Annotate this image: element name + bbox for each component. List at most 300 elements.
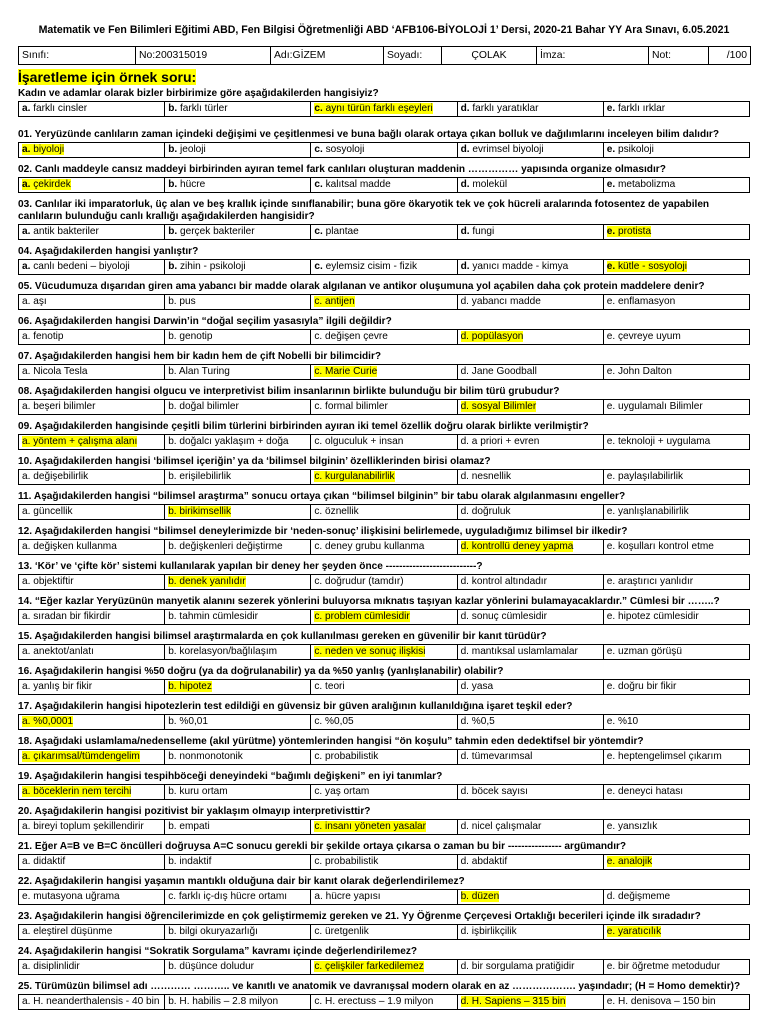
answer-option-label: c. öznellik bbox=[314, 506, 359, 517]
answer-option[interactable] bbox=[311, 855, 457, 870]
answer-option[interactable] bbox=[19, 225, 165, 240]
answer-option-label: a. anektot/anlatı bbox=[22, 646, 94, 657]
answer-option-label: e. yaratıcılık bbox=[606, 926, 662, 937]
answer-option-label: a. biyoloji bbox=[22, 144, 65, 155]
answer-options-row bbox=[18, 679, 750, 695]
question-text: 07. Aşağıdakilerden hangisi hem bir kadın hem de çift Nobelli bir bilimcidir? bbox=[18, 351, 382, 362]
answer-option[interactable] bbox=[603, 680, 749, 695]
answer-option[interactable] bbox=[457, 102, 603, 117]
answer-option[interactable] bbox=[457, 960, 603, 975]
answer-option-label: e. John Dalton bbox=[606, 366, 672, 377]
answer-option[interactable] bbox=[457, 435, 603, 450]
answer-option-label: b. korelasyon/bağlılaşım bbox=[168, 646, 278, 657]
exam-page bbox=[18, 0, 750, 1010]
answer-option[interactable] bbox=[603, 995, 749, 1010]
answer-option[interactable] bbox=[603, 295, 749, 310]
answer-option-label: c. probabilistik bbox=[314, 751, 379, 762]
answer-option-label: d. değişmeme bbox=[606, 891, 671, 902]
answer-option-label: a. hücre yapısı bbox=[314, 891, 381, 902]
answer-option[interactable] bbox=[457, 610, 603, 625]
answer-option[interactable] bbox=[19, 610, 165, 625]
answer-option[interactable] bbox=[165, 960, 311, 975]
answer-option[interactable] bbox=[603, 645, 749, 660]
answer-option-label: e. doğru bir fikir bbox=[606, 681, 677, 692]
answer-option[interactable] bbox=[165, 820, 311, 835]
answer-option-label: a. canlı bedeni – biyoloji bbox=[22, 261, 130, 272]
answer-option-label: a. objektiftir bbox=[22, 576, 74, 587]
answer-option-label: d. molekül bbox=[460, 179, 508, 190]
answer-option-label: b. indaktif bbox=[168, 856, 212, 867]
answer-option[interactable] bbox=[311, 365, 457, 380]
answer-option[interactable] bbox=[19, 102, 165, 117]
answer-option-label: b. farklı türler bbox=[168, 103, 228, 114]
answer-option[interactable] bbox=[603, 470, 749, 485]
answer-option-label: e. teknoloji + uygulama bbox=[606, 436, 711, 447]
answer-option[interactable] bbox=[165, 750, 311, 765]
question-text: 06. Aşağıdakilerden hangisi Darwin’in “doğal seçilim yasasıyla” ilgili değildir? bbox=[18, 316, 392, 327]
example-heading-text: İşaretleme için örnek soru: bbox=[18, 69, 197, 85]
answer-option[interactable] bbox=[457, 143, 603, 158]
answer-option[interactable] bbox=[19, 680, 165, 695]
answer-option[interactable] bbox=[457, 575, 603, 590]
answer-option[interactable] bbox=[19, 330, 165, 345]
answer-option-label: d. işbirlikçilik bbox=[460, 926, 517, 937]
answer-option[interactable] bbox=[603, 575, 749, 590]
answer-option-label: b. tahmin cümlesidir bbox=[168, 611, 258, 622]
answer-option[interactable] bbox=[311, 225, 457, 240]
answer-option[interactable] bbox=[311, 925, 457, 940]
answer-option-label: d. popülasyon bbox=[460, 331, 524, 342]
answer-option[interactable] bbox=[457, 890, 603, 905]
answer-option[interactable] bbox=[165, 178, 311, 193]
answer-option[interactable] bbox=[603, 365, 749, 380]
question-text: 20. Aşağıdakilerin hangisi pozitivist bir yaklaşım olmayıp interpretivisttir? bbox=[18, 806, 371, 817]
answer-option-label: a. fenotip bbox=[22, 331, 64, 342]
answer-option-label: c. H. erectuss – 1.9 milyon bbox=[314, 996, 434, 1007]
answer-options-row bbox=[18, 784, 750, 800]
answer-option[interactable] bbox=[165, 400, 311, 415]
answer-option-label: c. kurgulanabilirlik bbox=[314, 471, 395, 482]
answer-option[interactable] bbox=[311, 295, 457, 310]
answer-options-row bbox=[18, 504, 750, 520]
answer-options-row bbox=[18, 259, 750, 275]
answer-options-row bbox=[18, 101, 750, 117]
answer-option[interactable] bbox=[457, 470, 603, 485]
answer-option-label: b. değişkenleri değiştirme bbox=[168, 541, 283, 552]
class-field[interactable]: Sınıfı: bbox=[19, 47, 136, 65]
answer-option-label: d. abdaktif bbox=[460, 856, 508, 867]
answer-option-label: e. çevreye uyum bbox=[606, 331, 681, 342]
answer-option[interactable] bbox=[311, 470, 457, 485]
answer-option[interactable] bbox=[19, 785, 165, 800]
answer-options-row bbox=[18, 609, 750, 625]
answer-option[interactable] bbox=[603, 960, 749, 975]
answer-option-label: c. antijen bbox=[314, 296, 355, 307]
answer-option[interactable] bbox=[311, 540, 457, 555]
answer-option[interactable] bbox=[603, 540, 749, 555]
answer-option[interactable] bbox=[19, 645, 165, 660]
answer-option-label: a. Nicola Tesla bbox=[22, 366, 88, 377]
answer-option-label: b. nonmonotonik bbox=[168, 751, 243, 762]
answer-option-label: a. güncellik bbox=[22, 506, 73, 517]
answer-option-label: c. teori bbox=[314, 681, 345, 692]
surname-value: ÇOLAK bbox=[442, 47, 537, 65]
question-text: 08. Aşağıdakilerden hangisi olgucu ve interpretivist bilim insanlarının birlikte bulunduğu bir bilim türü grubudur? bbox=[18, 386, 560, 397]
answer-option[interactable] bbox=[19, 505, 165, 520]
answer-option-label: c. farklı iç-dış hücre ortamı bbox=[168, 891, 288, 902]
answer-option[interactable] bbox=[311, 960, 457, 975]
answer-option[interactable] bbox=[165, 715, 311, 730]
answer-option-label: a. yöntem + çalışma alanı bbox=[22, 436, 138, 447]
student-name: Adı:GİZEM bbox=[271, 47, 384, 65]
answer-option[interactable] bbox=[457, 365, 603, 380]
answer-option[interactable] bbox=[19, 365, 165, 380]
answer-option[interactable] bbox=[457, 820, 603, 835]
answer-option[interactable] bbox=[165, 225, 311, 240]
question-text: 15. Aşağıdakilerden hangisi bilimsel araştırmalarda en çok kullanılması gereken en güvenilir bir kanıt türüdür? bbox=[18, 631, 547, 642]
question-text: 22. Aşağıdakilerin hangisi yaşamın mantıklı olduğuna dair bir kanıt olarak değerlendirilemez? bbox=[18, 876, 465, 887]
answer-option-label: a. çıkarımsal/tümdengelim bbox=[22, 751, 140, 762]
answer-option-label: e. uzman görüşü bbox=[606, 646, 682, 657]
answer-option[interactable] bbox=[311, 143, 457, 158]
answer-option[interactable] bbox=[603, 925, 749, 940]
answer-option-label: d. nicel çalışmalar bbox=[460, 821, 542, 832]
answer-option-label: e. bir öğretme metodudur bbox=[606, 961, 721, 972]
answer-option[interactable] bbox=[19, 540, 165, 555]
answer-option-label: a. didaktif bbox=[22, 856, 66, 867]
answer-option-label: d. %0,5 bbox=[460, 716, 495, 727]
answer-option-label: b. genotip bbox=[168, 331, 213, 342]
answer-option[interactable] bbox=[165, 470, 311, 485]
answer-option[interactable] bbox=[311, 102, 457, 117]
answer-option-label: d. H. Sapiens – 315 bin bbox=[460, 996, 566, 1007]
answer-option-label: c. çelişkiler farkedilemez bbox=[314, 961, 424, 972]
question-text: 12. Aşağıdakilerden hangisi “bilimsel deneylerimizde bir ‘neden-sonuç’ ilişkisini belirlemede, uyguladığımız bilimsel bir ilkedir? bbox=[18, 526, 628, 537]
answer-option-label: e. heptengelimsel çıkarım bbox=[606, 751, 722, 762]
answer-option[interactable] bbox=[457, 855, 603, 870]
answer-option[interactable] bbox=[19, 400, 165, 415]
answer-option-label: c. insanı yöneten yasalar bbox=[314, 821, 427, 832]
answer-option[interactable] bbox=[603, 505, 749, 520]
answer-option[interactable] bbox=[457, 225, 603, 240]
answer-option-label: a. böceklerin nem tercihi bbox=[22, 786, 132, 797]
answer-option[interactable] bbox=[165, 143, 311, 158]
answer-option[interactable] bbox=[311, 400, 457, 415]
exam-title: Matematik ve Fen Bilimleri Eğitimi ABD, Fen Bilgisi Öğretmenliği ABD ‘AFB106-BİYOLOJİ 1’ Dersi, 2020-21 Bahar YY Ara Sınavı, 6.05.2021 bbox=[38, 24, 730, 36]
answer-option[interactable] bbox=[457, 715, 603, 730]
answer-option-label: c. formal bilimler bbox=[314, 401, 388, 412]
answer-option[interactable] bbox=[457, 178, 603, 193]
answer-option[interactable] bbox=[457, 645, 603, 660]
answer-option[interactable] bbox=[165, 785, 311, 800]
answer-option-label: d. yasa bbox=[460, 681, 494, 692]
answer-option[interactable] bbox=[311, 785, 457, 800]
answer-option[interactable] bbox=[165, 925, 311, 940]
question-text: 03. Canlılar iki imparatorluk, üç alan ve beş krallık içinde sınıflanabilir; buna göre ökaryotik tek ve çok hücreli aralarında fotosentez de yapabilen canlıların bulunduğu canlı krallığı aşağıdakilerden hangisidir? bbox=[18, 199, 710, 222]
answer-option[interactable] bbox=[457, 680, 603, 695]
answer-option[interactable] bbox=[311, 820, 457, 835]
question-text: 05. Vücudumuza dışarıdan giren ama yabancı bir madde olarak algılanan ve antikor oluşumuna yol açabilen daha çok protein maddelere denir? bbox=[18, 281, 705, 292]
signature-field[interactable]: İmza: bbox=[537, 47, 649, 65]
answer-option-label: e. analojik bbox=[606, 856, 653, 867]
answer-option-label: e. metabolizma bbox=[606, 179, 676, 190]
answer-option-label: c. problem cümlesidir bbox=[314, 611, 410, 622]
answer-option-label: e. H. denisova – 150 bin bbox=[606, 996, 716, 1007]
question-text: 09. Aşağıdakilerden hangisinde çeşitli bilim türlerini birbirinden ayıran iki temel özellik doğru olarak birlikte verilmiştir? bbox=[18, 421, 589, 432]
answer-option[interactable] bbox=[603, 102, 749, 117]
answer-option[interactable] bbox=[457, 925, 603, 940]
answer-option-label: a. yanlış bir fikir bbox=[22, 681, 93, 692]
answer-option[interactable] bbox=[165, 610, 311, 625]
answer-option[interactable] bbox=[19, 575, 165, 590]
answer-option-label: d. a priori + evren bbox=[460, 436, 540, 447]
answer-option[interactable] bbox=[603, 143, 749, 158]
answer-option-label: c. probabilistik bbox=[314, 856, 379, 867]
question-text: 02. Canlı maddeyle cansız maddeyi birbirinden ayıran temel fark canlıları oluşturan maddenin …………… yapısında organize olmasıdır? bbox=[18, 164, 666, 175]
answer-options-row bbox=[18, 994, 750, 1010]
answer-option-label: e. yanlışlanabilirlik bbox=[606, 506, 689, 517]
answer-option-label: b. H. habilis – 2.8 milyon bbox=[168, 996, 279, 1007]
surname-label: Soyadı: bbox=[384, 47, 442, 65]
answer-option[interactable] bbox=[311, 750, 457, 765]
answer-option-label: a. değişebilirlik bbox=[22, 471, 89, 482]
answer-option[interactable] bbox=[311, 715, 457, 730]
answer-options-row bbox=[18, 959, 750, 975]
answer-option[interactable] bbox=[457, 260, 603, 275]
answer-option[interactable] bbox=[457, 785, 603, 800]
answer-option-label: c. Marie Curie bbox=[314, 366, 378, 377]
answer-option[interactable] bbox=[457, 400, 603, 415]
answer-option-label: b. kuru ortam bbox=[168, 786, 228, 797]
answer-option[interactable] bbox=[19, 715, 165, 730]
answer-option-label: e. mutasyona uğrama bbox=[22, 891, 120, 902]
question-text: 18. Aşağıdaki uslamlama/nedenselleme (akıl yürütme) yöntemlerinden hangisi “ön koşulu” tahmin eden dedektifsel bir yöntemdir? bbox=[18, 736, 644, 747]
answer-option[interactable] bbox=[165, 260, 311, 275]
answer-option[interactable] bbox=[19, 925, 165, 940]
answer-option-label: a. aşı bbox=[22, 296, 47, 307]
answer-option-label: b. doğalcı yaklaşım + doğa bbox=[168, 436, 289, 447]
answer-option[interactable] bbox=[603, 820, 749, 835]
answer-option-label: d. böcek sayısı bbox=[460, 786, 528, 797]
answer-option[interactable] bbox=[603, 225, 749, 240]
question-text: 25. Türümüzün bilimsel adı ………… ……….. ve kanıtlı ve anatomik ve davranışsal modern olarak en az ………………. yaşındadır; (H = Homo demektir)? bbox=[18, 981, 741, 992]
answer-options-row bbox=[18, 329, 750, 345]
answer-option[interactable] bbox=[603, 178, 749, 193]
answer-option[interactable] bbox=[165, 102, 311, 117]
answer-option-label: d. bir sorgulama pratiğidir bbox=[460, 961, 575, 972]
answer-option[interactable] bbox=[311, 505, 457, 520]
answer-option-label: b. doğal bilimler bbox=[168, 401, 239, 412]
question-text: 14. “Eğer kazlar Yeryüzünün manyetik alanını sezerek yönlerini buluyorsa mıknatıs taşıyan kazlar yönlerini bulamayacaklardır.” Cümlesi bir ……..? bbox=[18, 596, 720, 607]
answer-option-label: b. düzen bbox=[460, 891, 500, 902]
answer-option[interactable] bbox=[311, 610, 457, 625]
answer-option-label: a. beşeri bilimler bbox=[22, 401, 96, 412]
answer-options-row bbox=[18, 574, 750, 590]
answer-option-label: d. Jane Goodball bbox=[460, 366, 537, 377]
answer-option[interactable] bbox=[19, 260, 165, 275]
answer-option[interactable] bbox=[457, 330, 603, 345]
answer-option-label: b. erişilebilirlik bbox=[168, 471, 232, 482]
answer-options-row bbox=[18, 714, 750, 730]
answer-option-label: c. aynı türün farklı eşeyleri bbox=[314, 103, 433, 114]
answer-option[interactable] bbox=[311, 260, 457, 275]
answer-option[interactable] bbox=[19, 820, 165, 835]
answer-option[interactable] bbox=[457, 295, 603, 310]
answer-option-label: a. eleştirel düşünme bbox=[22, 926, 113, 937]
answer-option[interactable] bbox=[165, 540, 311, 555]
answer-option-label: b. Alan Turing bbox=[168, 366, 230, 377]
answer-option-label: a. disiplinlidir bbox=[22, 961, 80, 972]
question-text: 24. Aşağıdakilerin hangisi “Sokratik Sorgulama” kavramı içinde değerlendirilemez? bbox=[18, 946, 418, 957]
answer-option-label: b. bilgi okuryazarlığı bbox=[168, 926, 258, 937]
answer-option[interactable] bbox=[603, 435, 749, 450]
answer-options-row bbox=[18, 819, 750, 835]
answer-option[interactable] bbox=[457, 995, 603, 1010]
answer-option-label: a. H. neanderthalensis - 40 bin bbox=[22, 996, 160, 1007]
answer-option-label: d. evrimsel biyoloji bbox=[460, 144, 544, 155]
answer-option[interactable] bbox=[311, 575, 457, 590]
answer-option[interactable] bbox=[19, 855, 165, 870]
answer-option-label: d. yabancı madde bbox=[460, 296, 541, 307]
answer-option-label: d. farklı yaratıklar bbox=[460, 103, 539, 114]
answer-option[interactable] bbox=[311, 995, 457, 1010]
answer-options-row bbox=[18, 889, 750, 905]
answer-option[interactable] bbox=[457, 505, 603, 520]
answer-option[interactable] bbox=[19, 960, 165, 975]
answer-option-label: e. koşulları kontrol etme bbox=[606, 541, 714, 552]
answer-option[interactable] bbox=[165, 645, 311, 660]
answer-option[interactable] bbox=[19, 750, 165, 765]
answer-option[interactable] bbox=[165, 680, 311, 695]
answer-option-label: b. %0,01 bbox=[168, 716, 209, 727]
answer-option-label: b. gerçek bakteriler bbox=[168, 226, 255, 237]
answer-option[interactable] bbox=[19, 435, 165, 450]
answer-option[interactable] bbox=[19, 890, 165, 905]
answer-option-label: b. jeoloji bbox=[168, 144, 206, 155]
answer-option-label: e. protista bbox=[606, 226, 652, 237]
answer-option[interactable] bbox=[603, 750, 749, 765]
answer-option-label: b. birikimsellik bbox=[168, 506, 232, 517]
answer-option-label: e. enflamasyon bbox=[606, 296, 676, 307]
answer-option-label: c. eylemsiz cisim - fizik bbox=[314, 261, 418, 272]
student-info-table bbox=[18, 46, 751, 65]
answer-options-row bbox=[18, 399, 750, 415]
answer-option[interactable] bbox=[165, 365, 311, 380]
answer-option-label: d. kontrol altındadır bbox=[460, 576, 547, 587]
example-heading bbox=[18, 68, 750, 86]
answer-option-label: c. kalıtsal madde bbox=[314, 179, 391, 190]
answer-option-label: c. doğrudur (tamdır) bbox=[314, 576, 404, 587]
answer-option-label: b. zihin - psikoloji bbox=[168, 261, 246, 272]
answer-option-label: c. yaş ortam bbox=[314, 786, 370, 797]
answer-options-row bbox=[18, 924, 750, 940]
answer-option-label: d. tümevarımsal bbox=[460, 751, 533, 762]
answer-option-label: b. hücre bbox=[168, 179, 206, 190]
answer-option[interactable] bbox=[165, 855, 311, 870]
answer-option[interactable] bbox=[165, 330, 311, 345]
answer-option[interactable] bbox=[603, 610, 749, 625]
answer-options-row bbox=[18, 469, 750, 485]
answer-option[interactable] bbox=[165, 435, 311, 450]
answer-option[interactable] bbox=[311, 890, 457, 905]
question-text: 01. Yeryüzünde canlıların zaman içindeki değişimi ve çeşitlenmesi ve buna bağlı olarak ortaya çıkan bolluk ve dağılımlarını inceleyen bilim dalıdır? bbox=[18, 129, 720, 140]
answer-option[interactable] bbox=[311, 680, 457, 695]
answer-options-row bbox=[18, 142, 750, 158]
answer-option-label: b. denek yanılıdır bbox=[168, 576, 246, 587]
answer-option[interactable] bbox=[457, 750, 603, 765]
answer-option-label: c. neden ve sonuç ilişkisi bbox=[314, 646, 426, 657]
grade-label: Not: bbox=[649, 47, 709, 65]
question-text: 19. Aşağıdakilerin hangisi tespihböceği deneyindeki “bağımlı değişkeni” en iyi tanımlar? bbox=[18, 771, 443, 782]
answer-option[interactable] bbox=[311, 435, 457, 450]
answer-option-label: e. hipotez cümlesidir bbox=[606, 611, 699, 622]
answer-option[interactable] bbox=[603, 715, 749, 730]
answer-option-label: d. kontrollü deney yapma bbox=[460, 541, 574, 552]
answer-options-row bbox=[18, 539, 750, 555]
answer-option-label: a. antik bakteriler bbox=[22, 226, 99, 237]
answer-option[interactable] bbox=[19, 295, 165, 310]
answer-option[interactable] bbox=[19, 143, 165, 158]
answer-option[interactable] bbox=[165, 995, 311, 1010]
question-text: 16. Aşağıdakilerin hangisi %50 doğru (ya da doğrulanabilir) ya da %50 yanlış (yanlışlanabilir) olabilir? bbox=[18, 666, 504, 677]
answer-option-label: d. nesnellik bbox=[460, 471, 512, 482]
answer-option-label: e. kütle - sosyoloji bbox=[606, 261, 687, 272]
answer-option[interactable] bbox=[603, 785, 749, 800]
answer-option-label: c. %0,05 bbox=[314, 716, 354, 727]
answer-option-label: c. değişen çevre bbox=[314, 331, 388, 342]
answer-option[interactable] bbox=[165, 295, 311, 310]
answer-options-row bbox=[18, 177, 750, 193]
answer-option-label: a. değişken kullanma bbox=[22, 541, 117, 552]
answer-option[interactable] bbox=[603, 855, 749, 870]
answer-option[interactable] bbox=[603, 400, 749, 415]
answer-option[interactable] bbox=[19, 995, 165, 1010]
question-text: Kadın ve adamlar olarak bizler birbirimize göre aşağıdakilerden hangisiyiz? bbox=[18, 88, 379, 99]
answer-option-label: e. uygulamalı Bilimler bbox=[606, 401, 703, 412]
answer-option[interactable] bbox=[457, 540, 603, 555]
answer-options-row bbox=[18, 644, 750, 660]
answer-options-row bbox=[18, 364, 750, 380]
question-text: 04. Aşağıdakilerden hangisi yanlıştır? bbox=[18, 246, 199, 257]
answer-option-label: e. paylaşılabilirlik bbox=[606, 471, 684, 482]
answer-options-row bbox=[18, 434, 750, 450]
answer-option[interactable] bbox=[19, 470, 165, 485]
answer-option-label: c. plantae bbox=[314, 226, 359, 237]
answer-option-label: d. yanıcı madde - kimya bbox=[460, 261, 569, 272]
answer-option[interactable] bbox=[603, 890, 749, 905]
answer-option-label: a. bireyi toplum şekillendirir bbox=[22, 821, 144, 832]
answer-option[interactable] bbox=[165, 505, 311, 520]
answer-option[interactable] bbox=[311, 330, 457, 345]
answer-option[interactable] bbox=[603, 260, 749, 275]
question-text: 10. Aşağıdakilerden hangisi ‘bilimsel içeriğin’ ya da ‘bilimsel bilginin’ özelliklerinden birisi olamaz? bbox=[18, 456, 491, 467]
student-number: No:200315019 bbox=[136, 47, 271, 65]
answer-option[interactable] bbox=[165, 890, 311, 905]
answer-option[interactable] bbox=[311, 178, 457, 193]
answer-option-label: d. sonuç cümlesidir bbox=[460, 611, 547, 622]
answer-options-row bbox=[18, 749, 750, 765]
answer-options-row bbox=[18, 854, 750, 870]
question-text: 23. Aşağıdakilerin hangisi öğrencilerimizde en çok geliştirmemiz gereken ve 21. Yy Öğrenme Çerçevesi Ortaklığı becerileri içinde ilk sıradadır? bbox=[18, 911, 701, 922]
answer-option-label: d. sosyal Bilimler bbox=[460, 401, 537, 412]
answer-option[interactable] bbox=[603, 330, 749, 345]
answer-option[interactable] bbox=[19, 178, 165, 193]
answer-option[interactable] bbox=[311, 645, 457, 660]
answer-options-row bbox=[18, 294, 750, 310]
answer-option-label: e. psikoloji bbox=[606, 144, 654, 155]
answer-option-label: b. düşünce doludur bbox=[168, 961, 255, 972]
answer-option[interactable] bbox=[165, 575, 311, 590]
